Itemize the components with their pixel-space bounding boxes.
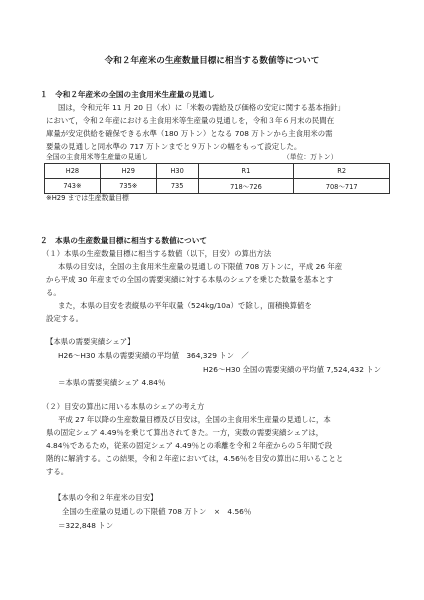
table-cell: 708～717 (294, 179, 390, 194)
section1-para-line: 国は，令和元年 11 月 20 日（水）に「米穀の需給及び価格の安定に関する基本指針」 (58, 103, 345, 112)
subsection1-para-line: 設定する。 (46, 314, 83, 323)
table-header-cell: H29 (100, 164, 156, 179)
table-cell: 743※ (45, 179, 101, 194)
share-label: 【本県の需要実績シェア】 (46, 337, 135, 346)
table-cell: 718～726 (198, 179, 294, 194)
subsection1-para-line: る。 (46, 288, 61, 297)
share-result: ＝本県の需要実績シェア 4.84％ (58, 378, 166, 387)
subsection2-para-line: 平成 27 年以降の生産数量目標及び目安は，全国の主食用米生産量の見通しに，本 (58, 415, 331, 424)
section1-para-line: 要量の見通しと同水準の 717 万トンまでと９万トンの幅をもって設定した。 (46, 142, 302, 151)
share-line: H26～H30 全国の需要実績の平均値 7,524,432 トン (203, 365, 382, 374)
subsection2-para-line: 階的に解消する。この結果，令和２年産においては，4.56％を目安の算出に用いることと (46, 454, 344, 463)
table-row (45, 179, 390, 194)
target-line: 全国の生産量の見通しの下限値 708 万トン × 4.56％ (62, 507, 252, 516)
share-line: H26～H30 本県の需要実績の平均値 364,329 トン ／ (58, 351, 249, 360)
production-estimate-table (44, 163, 390, 194)
table-header-cell: R1 (198, 164, 294, 179)
subsection2-para-line: する。 (46, 467, 69, 476)
table-header-cell: H28 (45, 164, 101, 179)
subsection1-para-line: から平成 30 年産までの全国の需要実績に対する本県のシェアを乗じた数量を基本とす (46, 275, 334, 284)
section2-heading: ２ 本県の生産数量目標に相当する数値について (40, 236, 207, 245)
subsection2-para-line: 県の固定シェア 4.49％を乗じて算出されてきた。一方，実数の需要実績シェアは， (46, 428, 324, 437)
section1-heading: １ 令和２年産米の全国の主食用米生産量の見通し (40, 90, 215, 99)
subsection2-heading: （２）目安の算出に用いる本県のシェアの考え方 (42, 402, 205, 411)
document-title: 令和２年産米の生産数量目標に相当する数値等について (104, 56, 320, 66)
table-caption: 全国の主食用米等生産量の見通し (46, 153, 148, 161)
section1-para-line: 庫量が安定供給を確保できる水準（180 万トン）となる 708 万トンから主食用米の需 (46, 129, 333, 138)
subsection1-para-line: 本県の目安は，全国の主食用米生産量の見通しの下限値 708 万トンに，平成 26 年産 (58, 262, 343, 271)
table-header-cell: R2 (294, 164, 390, 179)
section1-para-line: において，令和２年産における主食用米等生産量の見通しを，令和３年６月末の民間在 (46, 116, 335, 125)
subsection1-heading: （１）本県の生産数量目標に相当する数値（以下，目安）の算出方法 (42, 249, 272, 258)
target-label: 【本県の令和２年産米の目安】 (54, 493, 158, 502)
table-note: ※H29 までは生産数量目標 (46, 194, 129, 202)
table-unit: （単位：万トン） (283, 153, 338, 161)
target-result: ＝322,848 トン (58, 521, 114, 530)
table-cell: 735 (156, 179, 198, 194)
subsection1-para-line: また，本県の目安を表縦県の平年収量（524kg/10a）で除し，面積換算値を (58, 301, 312, 310)
table-header-cell: H30 (156, 164, 198, 179)
subsection2-para-line: 4.84％であるため，従来の固定シェア 4.49％との乖離を令和２年産からの５年間で段 (46, 441, 333, 450)
table-header-row (45, 164, 390, 179)
table-cell: 735※ (100, 179, 156, 194)
